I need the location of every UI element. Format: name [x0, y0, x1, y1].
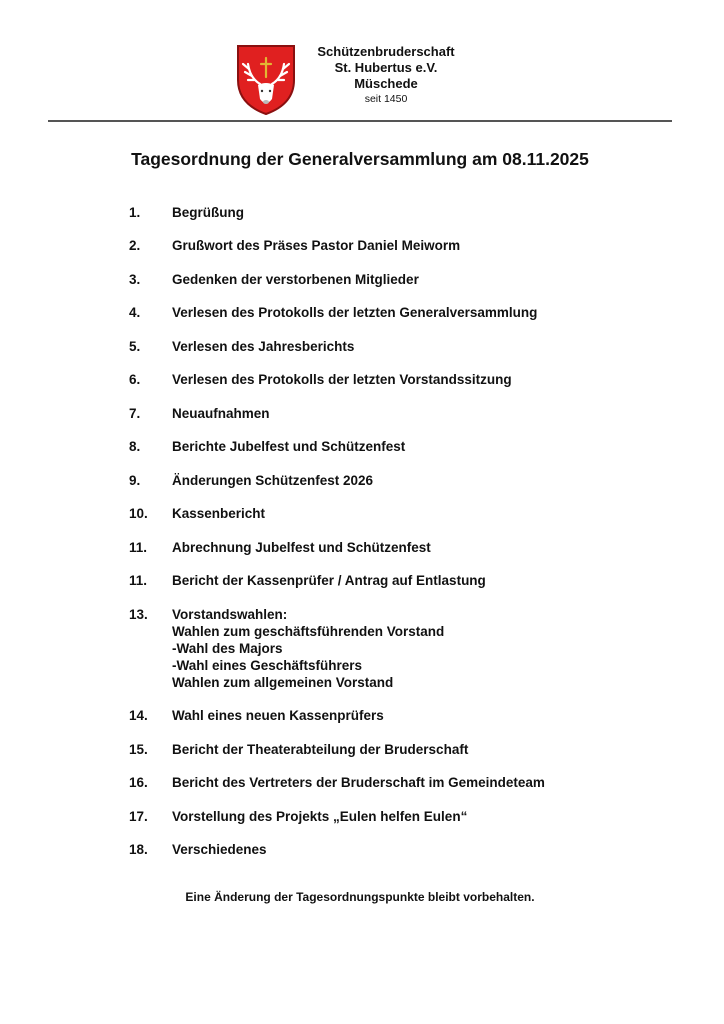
agenda-number: 11. [129, 573, 148, 588]
agenda-number: 10. [129, 506, 148, 521]
agenda-text: Berichte Jubelfest und Schützenfest [172, 439, 406, 454]
agenda-number: 17. [129, 809, 148, 824]
agenda-number: 11. [129, 540, 148, 555]
agenda-number: 15. [129, 742, 148, 757]
agenda-subitem: Wahlen zum allgemeinen Vorstand [172, 675, 394, 690]
agenda-text: Verlesen des Jahresberichts [172, 339, 355, 354]
agenda-number: 4. [129, 305, 141, 320]
stag-crest-icon [236, 44, 296, 116]
agenda-text: Grußwort des Präses Pastor Daniel Meiworm [172, 238, 461, 253]
agenda-number: 16. [129, 775, 148, 790]
agenda-text: Bericht der Theaterabteilung der Bruderschaft [172, 742, 469, 757]
agenda-number: 18. [129, 842, 148, 857]
agenda-text: Verlesen des Protokolls der letzten Vorstandssitzung [172, 372, 512, 387]
agenda-text: Gedenken der verstorbenen Mitglieder [172, 272, 419, 287]
agenda-text: Bericht der Kassenprüfer / Antrag auf Entlastung [172, 573, 486, 588]
agenda-number: 7. [129, 406, 141, 421]
agenda-number: 14. [129, 708, 148, 723]
agenda-subitem: -Wahl des Majors [172, 641, 283, 656]
org-place: Müschede [354, 76, 418, 91]
agenda-text: Verschiedenes [172, 842, 267, 857]
agenda-number: 6. [129, 372, 141, 387]
org-name: Schützenbruderschaft [317, 44, 455, 59]
agenda-text-block [172, 606, 692, 691]
agenda-number: 3. [129, 272, 141, 287]
organization-header [296, 44, 476, 107]
agenda-number: 2. [129, 238, 141, 253]
agenda-subitem: Wahlen zum geschäftsführenden Vorstand [172, 624, 445, 639]
agenda-text: Änderungen Schützenfest 2026 [172, 473, 374, 488]
agenda-number: 1. [129, 205, 141, 220]
agenda-subitem: -Wahl eines Geschäftsführers [172, 658, 363, 673]
agenda-number: 8. [129, 439, 141, 454]
agenda-text: Kassenbericht [172, 506, 266, 521]
agenda-text: Bericht des Vertreters der Bruderschaft im Gemeindeteam [172, 775, 545, 790]
agenda-text: Begrüßung [172, 205, 244, 220]
agenda-number: 5. [129, 339, 141, 354]
agenda-text: Wahl eines neuen Kassenprüfers [172, 708, 384, 723]
agenda-text: Verlesen des Protokolls der letzten Generalversammlung [172, 305, 538, 320]
org-sub: St. Hubertus e.V. [334, 60, 438, 75]
page-title: Tagesordnung der Generalversammlung am 08.11.2025 [131, 149, 589, 169]
agenda-text: Neuaufnahmen [172, 406, 270, 421]
agenda-number: 9. [129, 473, 141, 488]
agenda-text: Vorstandswahlen: [172, 607, 288, 622]
footer-note: Eine Änderung der Tagesordnungspunkte bleibt vorbehalten. [185, 890, 535, 904]
org-since: seit 1450 [364, 93, 408, 105]
header-divider [48, 120, 672, 122]
agenda-text: Vorstellung des Projekts „Eulen helfen Eulen“ [172, 809, 468, 824]
agenda-text: Abrechnung Jubelfest und Schützenfest [172, 540, 431, 555]
agenda-number: 13. [129, 607, 148, 622]
